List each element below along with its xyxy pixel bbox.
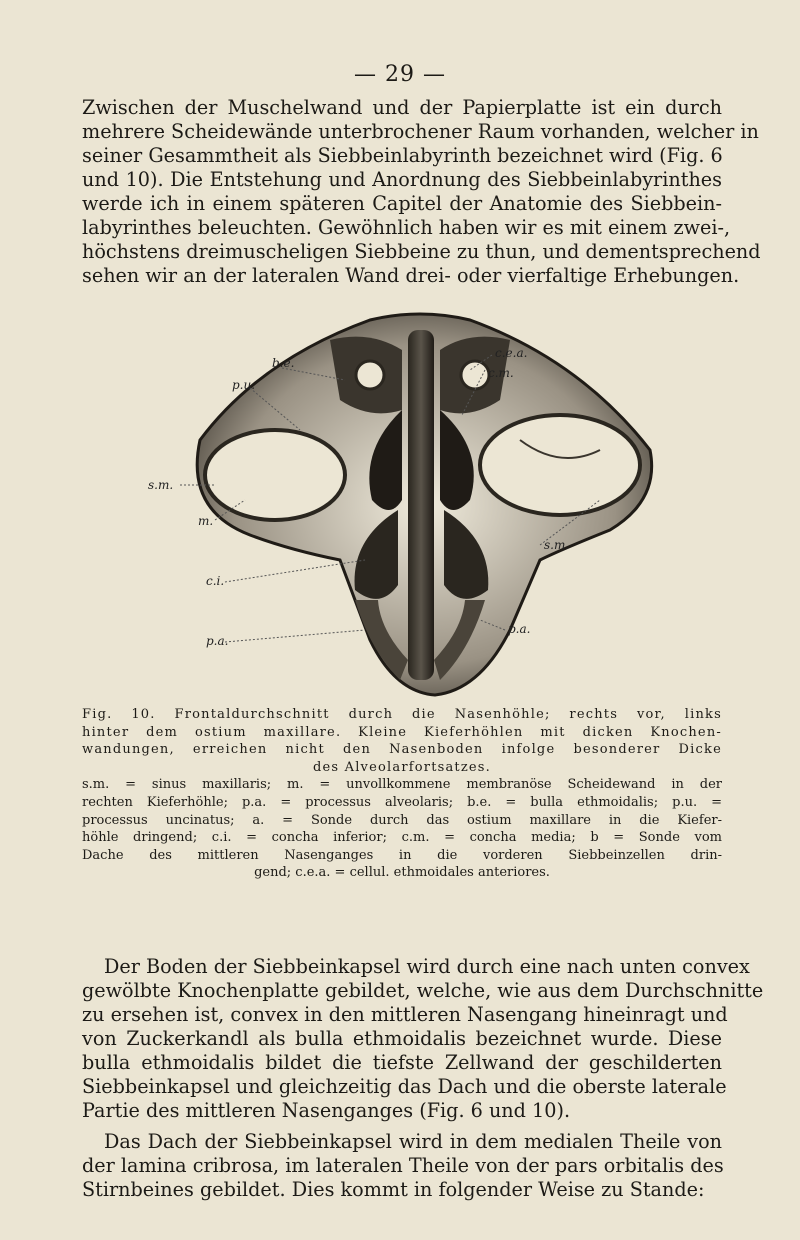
label-processus-uncinatus: p.u. (232, 378, 256, 392)
text-line: der lamina cribrosa, im lateralen Theile von der pars orbitalis des (82, 1154, 724, 1177)
label-concha-inferior: c.i. (206, 574, 225, 588)
text-line: seiner Gesammtheit als Siebbeinlabyrinth bezeichnet wird (Fig. 6 (82, 144, 723, 167)
text-line: gewölbte Knochenplatte gebildet, welche, wie aus dem Durchschnitte (82, 979, 764, 1002)
text-line: werde ich in einem späteren Capitel der Anatomie des Siebbein- (82, 192, 722, 215)
right-bulla-ethmoidalis (461, 361, 489, 389)
figure-caption (82, 706, 722, 882)
label-membranous-septum: m. (198, 514, 214, 528)
paragraph-1 (82, 96, 761, 288)
caption-line: des Alveolarfortsatzes. (312, 759, 492, 775)
text-line: zu ersehen ist, convex in den mittleren Nasengang hineinragt und (82, 1003, 728, 1026)
paragraph-2 (82, 955, 764, 1123)
caption-line: Fig. 10. Frontaldurchschnitt durch die Nasenhöhle; rechts vor, links (82, 707, 722, 722)
text-line: labyrinthes beleuchten. Gewöhnlich haben wir es mit einem zwei-, (82, 216, 731, 239)
text-line: sehen wir an der lateralen Wand drei- oder vierfaltige Erhebungen. (82, 264, 740, 287)
figure-10-anatomical-section (140, 300, 700, 700)
text-line: Stirnbeines gebildet. Dies kommt in folgender Weise zu Stande: (82, 1178, 705, 1201)
caption-line: wandungen, erreichen nicht den Nasenboden infolge besonderer Dicke (82, 742, 722, 758)
text-line: höchstens dreimuscheligen Siebbeine zu thun, und dementsprechend (82, 240, 761, 263)
left-bulla-ethmoidalis (356, 361, 384, 389)
caption-line: processus uncinatus; a. = Sonde durch das ostium maxillare in die Kiefer- (82, 812, 722, 828)
label-sinus-maxillaris-right: s.m. (544, 538, 570, 552)
caption-line: rechten Kieferhöhle; p.a. = processus alveolaris; b.e. = bulla ethmoidalis; p.u. = (82, 794, 722, 810)
label-processus-alveolaris-left: p.a. (206, 634, 229, 648)
text-line: Das Dach der Siebbeinkapsel wird in dem medialen Theile von (104, 1130, 722, 1153)
caption-line: Dache des mittleren Nasenganges in die vorderen Siebbeinzellen drin- (82, 847, 722, 863)
caption-line: gend; c.e.a. = cellul. ethmoidales anteriores. (254, 865, 550, 881)
text-line: Zwischen der Muschelwand und der Papierplatte ist ein durch (82, 96, 722, 119)
text-line: bulla ethmoidalis bildet die tiefste Zellwand der geschilderten (82, 1051, 722, 1074)
label-bulla-ethmoidalis: b.e. (272, 356, 295, 370)
text-line: von Zuckerkandl als bulla ethmoidalis bezeichnet wurde. Diese (82, 1027, 722, 1050)
caption-line: hinter dem ostium maxillare. Kleine Kieferhöhlen mit dicken Knochen- (82, 724, 722, 740)
right-maxillary-sinus (480, 415, 640, 515)
text-line: Siebbeinkapsel und gleichzeitig das Dach und die oberste laterale (82, 1075, 727, 1098)
text-line: Der Boden der Siebbeinkapsel wird durch eine nach unten convex (104, 955, 750, 978)
label-cellul-ethmoidales-anteriores: c.e.a. (495, 346, 528, 360)
caption-line: höhle dringend; c.i. = concha inferior; c.m. = concha media; b = Sonde vom (82, 830, 722, 846)
paragraph-3 (82, 1130, 722, 1202)
left-maxillary-sinus (205, 430, 345, 520)
label-processus-alveolaris-right: p.a. (508, 622, 531, 636)
page-number: — 29 — (354, 62, 446, 87)
label-sinus-maxillaris-left: s.m. (148, 478, 174, 492)
text-line: und 10). Die Entstehung und Anordnung des Siebbeinlabyrinthes (82, 168, 722, 191)
label-concha-media: c.m. (488, 366, 514, 380)
nasal-septum (408, 330, 434, 680)
text-line: Partie des mittleren Nasenganges (Fig. 6 und 10). (82, 1099, 571, 1122)
text-line: mehrere Scheidewände unterbrochener Raum vorhanden, welcher in (82, 120, 759, 143)
caption-line: s.m. = sinus maxillaris; m. = unvollkommene membranöse Scheidewand in der (82, 777, 722, 793)
